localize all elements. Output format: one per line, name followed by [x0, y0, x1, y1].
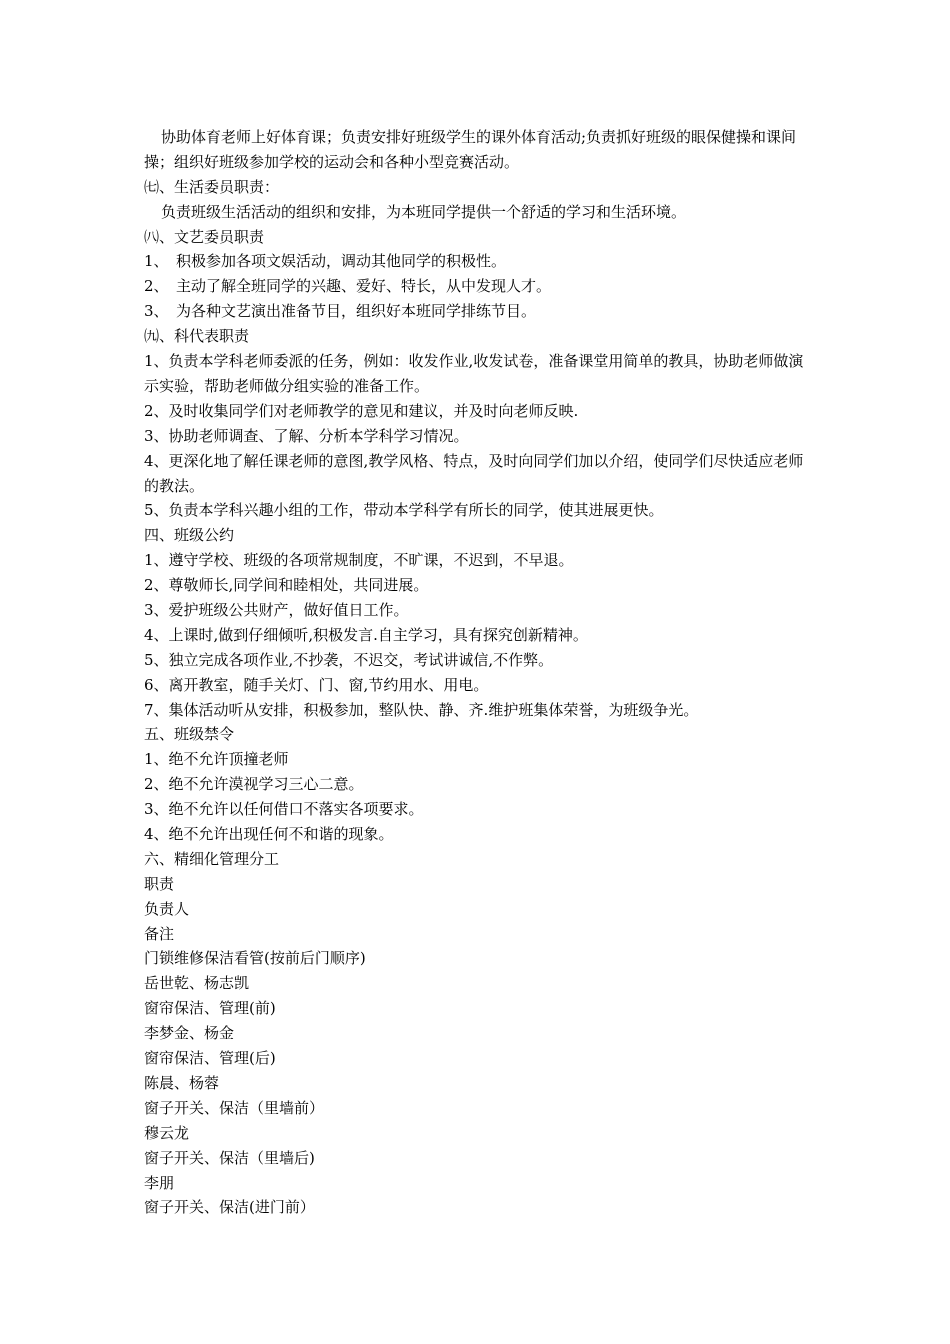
table-cell: 窗子开关、保洁（里墙后) — [144, 1148, 315, 1167]
table-cell: 窗子开关、保洁（里墙前） — [144, 1098, 325, 1117]
section-heading: ㈧、文艺委员职责 — [144, 227, 265, 246]
list-item: 2、绝不允许漠视学习三心二意。 — [144, 775, 364, 794]
table-cell: 负责人 — [144, 899, 190, 918]
life-duty-paragraph: 负责班级生活活动的组织和安排，为本班同学提供一个舒适的学习和生活环境。 — [161, 202, 687, 221]
list-item: 4、上课时,做到仔细倾听,积极发言.自主学习，具有探究创新精神。 — [144, 625, 588, 644]
list-item: 2、尊敬师长,同学间和睦相处，共同进展。 — [144, 576, 429, 595]
list-item: 7、集体活动听从安排，积极参加，整队快、静、齐.维护班集体荣誉，为班级争光。 — [144, 700, 699, 719]
table-cell: 李梦金、杨金 — [144, 1024, 235, 1043]
list-item: 4、更深化地了解任课老师的意图,教学风格、特点，及时向同学们加以介绍，使同学们尽快适应老师的教法。 — [144, 451, 804, 495]
section-heading: ㈦、生活委员职责： — [144, 177, 280, 196]
document-body — [144, 125, 808, 1220]
table-cell: 窗子开关、保洁(进门前） — [144, 1198, 315, 1217]
pe-duty-paragraph: 协助体育老师上好体育课；负责安排好班级学生的课外体育活动;负责抓好班级的眼保健操和课间操；组织好班级参加学校的运动会和各种小型竞赛活动。 — [144, 128, 797, 171]
table-cell: 职责 — [144, 874, 175, 893]
section-heading: ㈨、科代表职责 — [144, 327, 250, 346]
list-item: 1、 积极参加各项文娱活动，调动其他同学的积极性。 — [144, 252, 507, 271]
list-item: 1、负责本学科老师委派的任务，例如：收发作业,收发试卷，准备课堂用简单的教具，协助老师做演示实验，帮助老师做分组实验的准备工作。 — [144, 352, 804, 395]
list-item: 4、绝不允许出现任何不和谐的现象。 — [144, 825, 394, 844]
list-item: 1、遵守学校、班级的各项常规制度，不旷课，不迟到，不早退。 — [144, 551, 574, 570]
section-heading: 五、班级禁令 — [144, 725, 235, 744]
section-heading: 四、班级公约 — [144, 526, 235, 545]
list-item: 3、 为各种文艺演出准备节目，组织好本班同学排练节目。 — [144, 302, 537, 321]
table-cell: 陈晨、杨蓉 — [144, 1073, 220, 1092]
list-item: 3、协助老师调查、了解、分析本学科学习情况。 — [144, 426, 469, 445]
section-heading: 六、精细化管理分工 — [144, 849, 280, 868]
list-item: 5、独立完成各项作业,不抄袭，不迟交，考试讲诚信,不作弊。 — [144, 650, 554, 669]
table-cell: 窗帘保洁、管理(前) — [144, 999, 276, 1018]
table-cell: 岳世乾、杨志凯 — [144, 974, 250, 993]
list-item: 2、 主动了解全班同学的兴趣、爱好、特长，从中发现人才。 — [144, 277, 552, 296]
table-cell: 穆云龙 — [144, 1123, 190, 1142]
list-item: 3、绝不允许以任何借口不落实各项要求。 — [144, 800, 424, 819]
list-item: 6、离开教室，随手关灯、门、窗,节约用水、用电。 — [144, 675, 489, 694]
list-item: 1、绝不允许顶撞老师 — [144, 750, 289, 769]
table-cell: 备注 — [144, 924, 175, 943]
list-item: 2、及时收集同学们对老师教学的意见和建议，并及时向老师反映. — [144, 401, 579, 420]
table-cell: 窗帘保洁、管理(后) — [144, 1049, 276, 1068]
list-item: 3、爱护班级公共财产，做好值日工作。 — [144, 601, 409, 620]
table-cell: 门锁维修保洁看管(按前后门顺序) — [144, 949, 366, 968]
table-cell: 李朋 — [144, 1173, 175, 1192]
list-item: 5、负责本学科兴趣小组的工作，带动本学科学有所长的同学，使其进展更快。 — [144, 501, 664, 520]
